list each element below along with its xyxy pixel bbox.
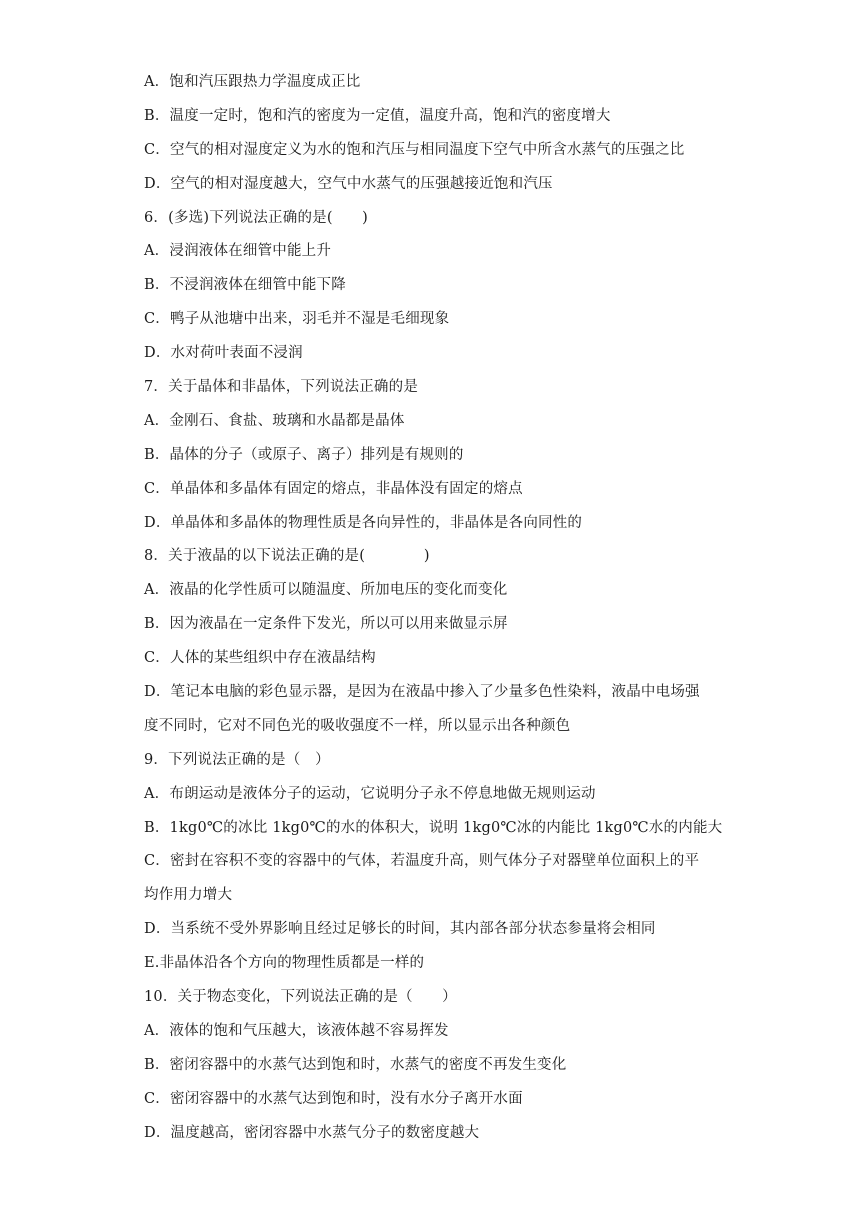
q6-option-a: A．浸润液体在细管中能上升 [144,243,332,260]
q9-stem: 9．下列说法正确的是（ ） [144,751,330,768]
q8-stem: 8．关于液晶的以下说法正确的是( ) [144,548,430,565]
q8-option-d: D．笔记本电脑的彩色显示器，是因为在液晶中掺入了少量多色性染料，液晶中电场强 [144,684,700,701]
q7-option-c: C．单晶体和多晶体有固定的熔点，非晶体没有固定的熔点 [144,480,523,497]
q5-option-b: B．温度一定时，饱和汽的密度为一定值，温度升高，饱和汽的密度增大 [144,107,611,124]
q9-option-c-continued: 均作用力增大 [144,887,233,904]
q8-option-d-continued: 度不同时，它对不同色光的吸收强度不一样，所以显示出各种颜色 [144,717,571,734]
q7-stem: 7．关于晶体和非晶体，下列说法正确的是 [144,379,419,396]
q8-option-a: A．液晶的化学性质可以随温度、所加电压的变化而变化 [144,582,508,599]
q8-option-b: B．因为液晶在一定条件下发光，所以可以用来做显示屏 [144,616,508,633]
q7-option-a: A．金刚石、食盐、玻璃和水晶都是晶体 [144,412,405,429]
q8-option-c: C．人体的某些组织中存在液晶结构 [144,650,376,667]
q7-option-d: D．单晶体和多晶体的物理性质是各向异性的，非晶体是各向同性的 [144,514,583,531]
question-text [144,66,724,1151]
q6-stem: 6．(多选)下列说法正确的是( ) [144,209,368,226]
q10-option-d: D．温度越高，密闭容器中水蒸气分子的数密度越大 [144,1124,480,1141]
q10-option-a: A．液体的饱和气压越大，该液体越不容易挥发 [144,1022,449,1039]
q7-option-b: B．晶体的分子（或原子、离子）排列是有规则的 [144,446,464,463]
q9-option-c: C．密封在容积不变的容器中的气体，若温度升高，则气体分子对器壁单位面积上的平 [144,853,700,870]
q10-stem: 10．关于物态变化，下列说法正确的是（ ） [144,989,457,1006]
q10-option-c: C．密闭容器中的水蒸气达到饱和时，没有水分子离开水面 [144,1090,523,1107]
q6-option-c: C．鸭子从池塘中出来，羽毛并不湿是毛细现象 [144,311,450,328]
q5-option-c: C．空气的相对湿度定义为水的饱和汽压与相同温度下空气中所含水蒸气的压强之比 [144,141,685,158]
q10-option-b: B．密闭容器中的水蒸气达到饱和时，水蒸气的密度不再发生变化 [144,1056,567,1073]
q6-option-d: D．水对荷叶表面不浸润 [144,345,303,362]
q5-option-a: A．饱和汽压跟热力学温度成正比 [144,74,361,90]
q9-option-a: A．布朗运动是液体分子的运动，它说明分子永不停息地做无规则运动 [144,785,596,802]
q9-option-b: B．1kg0℃的冰比 1kg0℃的水的体积大，说明 1kg0℃冰的内能比 1kg0℃水的内能大 [144,819,723,836]
q5-option-d: D．空气的相对湿度越大，空气中水蒸气的压强越接近饱和汽压 [144,175,553,192]
q9-option-d: D．当系统不受外界影响且经过足够长的时间，其内部各部分状态参量将会相同 [144,921,656,938]
q6-option-b: B．不浸润液体在细管中能下降 [144,277,346,294]
q9-option-e: E.非晶体沿各个方向的物理性质都是一样的 [144,955,425,972]
